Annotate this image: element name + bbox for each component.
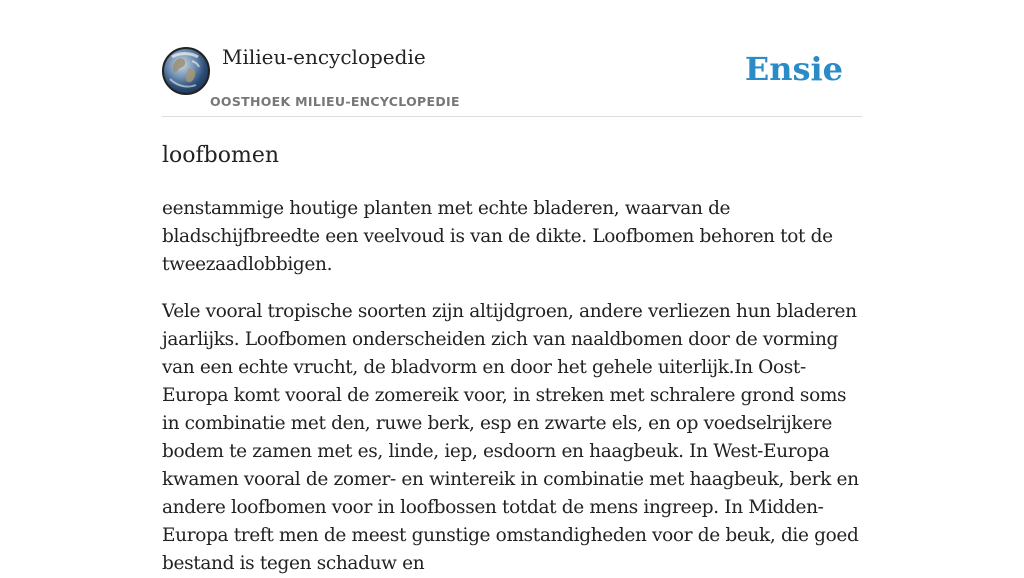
page-title: loofbomen xyxy=(162,143,280,168)
site-title[interactable]: Milieu-encyclopedie xyxy=(222,45,426,69)
page xyxy=(162,0,862,578)
brand-logo-link[interactable]: Ensie xyxy=(744,50,843,88)
description-paragraph: Vele vooral tropische soorten zijn altijdgroen, andere verliezen hun bladeren jaarlijks. Loofbomen onderscheiden zich van naaldbomen door de vorming van een echte vrucht, de bladvorm en door het gehele uiterlijk.In Oost-Europa komt vooral de zomereik voor, in streken met schralere grond soms in combinatie met den, ruwe berk, esp en zwarte els, en op voedselrijkere bodem te zamen met es, linde, iep, esdoorn en haagbeuk. In West-Europa kwamen vooral de zomer- en wintereik in combinatie met haagbeuk, berk en andere loofbomen voor in loofbossen totdat de mens ingreep. In Midden-Europa treft men de meest gunstige omstandigheden voor de beuk, die goed bestand is tegen schaduw en xyxy=(162,301,859,574)
earth-globe-icon[interactable] xyxy=(162,47,210,95)
definition-paragraph: eenstammige houtige planten met echte bladeren, waarvan de bladschijfbreedte een veelvoud is van de dikte. Loofbomen behoren tot de tweezaadlobbigen. xyxy=(162,198,833,275)
site-subtitle[interactable]: OOSTHOEK MILIEU-ENCYCLOPEDIE xyxy=(210,94,460,109)
earth-globe-graphic xyxy=(164,49,208,93)
site-header xyxy=(162,0,862,117)
